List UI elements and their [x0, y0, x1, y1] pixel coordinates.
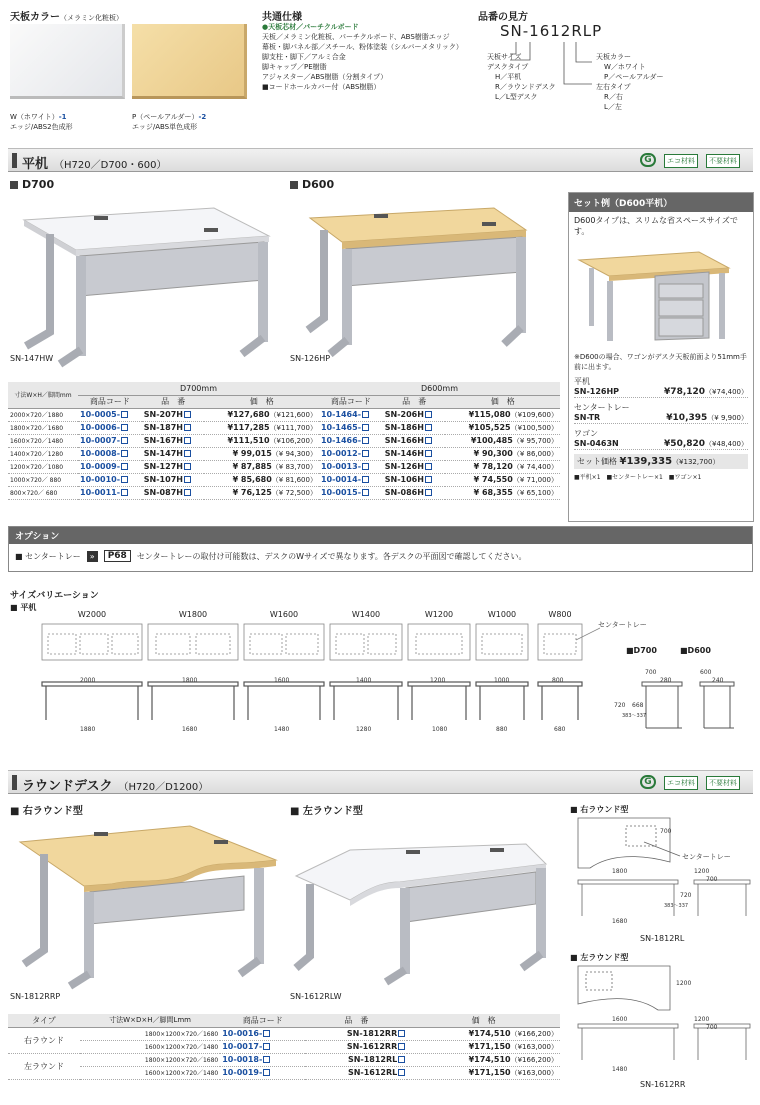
width-label: W1600 — [269, 610, 299, 619]
table-row: 右ラウンド 1800×1200×720／1680 10-0016- SN-1812RR ¥174,510（¥166,200） — [8, 1027, 560, 1040]
table-row: 1400×720／1280 10-0008- SN-147H ¥ 99,015（¥ 94,300） 10-0012- SN-146H ¥ 90,300（¥ 86,000） — [10, 448, 558, 458]
white-label: W（ホワイト）-1 — [10, 113, 67, 121]
table-row: 1600×1200×720／1480 10-0017- SN-1612RR ¥171,150（¥163,000） — [8, 1040, 560, 1053]
round-dim: 1480 — [612, 1066, 628, 1073]
spec-title: 共通仕様 — [262, 12, 302, 23]
set-foot: ■平机×1 ■センタートレー×1 ■ワゴン×1 — [574, 474, 702, 481]
option-title: オプション — [9, 527, 752, 544]
left-plan-title: ■ 左ラウンド型 — [570, 953, 629, 962]
tray-label: センタートレー — [598, 621, 647, 629]
side-dim: 700 — [645, 669, 657, 676]
model-d600: SN-126HP — [290, 354, 331, 363]
width-label: W1000 — [487, 610, 517, 619]
option-box — [8, 526, 753, 572]
top-dim: 800 — [552, 677, 564, 684]
leg-dim: 1080 — [432, 726, 448, 733]
spec-line: 脚支柱・脚下／アルミ合金 — [262, 53, 346, 61]
right-round-label: ■ 右ラウンド型 — [10, 806, 83, 817]
d600-label: D600 — [290, 178, 334, 191]
spec-line: 天板／メラミン化粧板、パーチクルボード、ABS樹脂エッジ — [262, 33, 450, 41]
part-right: 天板カラー W／ホワイト P／ペールアルダー 左右タイプ R／右 L／左 — [596, 53, 664, 111]
option-item: ■ センタートレー — [15, 551, 81, 561]
d700-label: D700 — [10, 178, 54, 191]
set-item-row: SN-126HP ¥78,120（¥74,400） — [574, 387, 748, 397]
white-swatch — [10, 24, 125, 99]
top-dim: 1600 — [274, 677, 290, 684]
flat-price-table: 寸法W×H／脚間mm D700mm D600mm 商品コード 品 番 価 格 商品コード 品 番 価 格 2000×720／1880 10-0005- SN-207H ¥127,680（¥121,600） 10-1464- SN-206H ¥115,080（¥109,600） 1800×720／1680 10-0006- SN-187H ¥117,285（¥111,700） 10-1465- SN-186H ¥105,525（¥100,500） 1600×720／1480 10-0007- SN-167H ¥111,510（¥106,200） 10-1466- SN-166H ¥100,485（¥ 95,700） 1400×720／1280 10-0008- SN-147H ¥ 99,015（¥ 94,300） 10-0012- SN-146H ¥ 90,300（¥ 86,000） 1200×720／1080 10-0009- SN-127H ¥ 87,885（¥ 83,700） 10-0013- SN-126H ¥ 78,120（¥ 74,400） 1000×720／ 880 10-0010- SN-107H ¥ 85,680（¥ 81,600） 10-0014- SN-106H ¥ 74,550（¥ 71,000） 800×720／ 680 10-0011- SN-087H ¥ 76,125（¥ 72,500） 10-0015- SN-086H ¥ 68,355（¥ 65,100） — [10, 383, 558, 497]
set-desc: D600タイプは、スリムな省スペースサイズです。 — [574, 216, 738, 236]
left-plan-diagram — [570, 960, 755, 1080]
side-dim: 383～337 — [622, 713, 647, 719]
model-left-round: SN-1612RLW — [290, 992, 342, 1001]
green-g-icon: G — [640, 775, 656, 789]
part-left: 天板サイズ デスクタイプ H／平机 R／ラウンドデスク L／L型デスク — [487, 53, 556, 101]
spec-line: 脚キャップ／PE樹脂 — [262, 63, 327, 71]
desk-d600-image — [294, 200, 554, 370]
side-d700: ■D700 — [626, 646, 657, 655]
option-desc: センタートレーの取付け可能数は、デスクのWサイズで異なります。各デスクの平面図で確認してください。 — [136, 551, 527, 561]
width-label: W1800 — [178, 610, 208, 619]
table-row: 1600×720／1480 10-0007- SN-167H ¥111,510（¥106,200） 10-1466- SN-166H ¥100,485（¥ 95,700） — [10, 435, 558, 445]
right-plan-title: ■ 右ラウンド型 — [570, 805, 629, 814]
set-item-row: SN-0463N ¥50,820（¥48,400） — [574, 439, 748, 449]
set-total: セット価格 ¥139,335（¥132,700） — [574, 454, 748, 469]
leg-dim: 880 — [496, 726, 508, 733]
spec-line: 幕板・脚パネル部／スチール、粉体塗装（シルバーメタリック） — [262, 43, 463, 51]
white-edge: エッジ/ABS2色成形 — [10, 123, 73, 131]
model-d700: SN-147HW — [10, 354, 54, 363]
side-dim: 240 — [712, 677, 724, 684]
nozai-badge: 不要材料 — [706, 154, 740, 168]
round-dim: 1600 — [612, 1016, 628, 1023]
side-dim: 600 — [700, 669, 712, 676]
eco-badge: エコ材料 — [664, 776, 698, 790]
width-label: W2000 — [77, 610, 107, 619]
table-row: 2000×720／1880 10-0005- SN-207H ¥127,680（¥121,600） 10-1464- SN-206H ¥115,080（¥109,600） — [10, 409, 558, 419]
round-dim: 1200 — [694, 868, 710, 875]
top-dim: 2000 — [80, 677, 96, 684]
left-round-label: ■ 左ラウンド型 — [290, 806, 363, 817]
side-dim: 720 — [614, 702, 626, 709]
set-note: ※D600の場合、ワゴンがデスク天板前面より51mm手前に出ます。 — [574, 353, 747, 371]
round-dim: 700 — [706, 876, 718, 883]
set-cat: センタートレー — [574, 403, 630, 412]
round-dim: 720 — [680, 892, 692, 899]
option-page-link[interactable]: P68 — [104, 550, 131, 562]
set-image — [569, 240, 755, 350]
round-dim: 1200 — [694, 1016, 710, 1023]
board-color-title: 天板カラー（メラミン化粧板） — [10, 12, 123, 23]
leg-dim: 1880 — [80, 726, 96, 733]
leg-dim: 1480 — [274, 726, 290, 733]
table-row: 1800×720／1680 10-0006- SN-187H ¥117,285（¥111,700） 10-1465- SN-186H ¥105,525（¥100,500） — [10, 422, 558, 432]
top-dim: 1200 — [430, 677, 446, 684]
size-sub: ■ 平机 — [10, 603, 37, 612]
set-cat: 平机 — [574, 377, 590, 386]
width-label: W800 — [548, 610, 572, 619]
nozai-badge: 不要材料 — [706, 776, 740, 790]
round-dim: 1680 — [612, 918, 628, 925]
round-desk-header: ラウンドデスク （H720／D1200） G エコ材料 不要材料 — [8, 770, 753, 794]
spec-list — [262, 22, 462, 92]
table-row: 左ラウンド 1800×1200×720／1680 10-0018- SN-1812RL ¥174,510（¥166,200） — [8, 1053, 560, 1066]
side-d600: ■D600 — [680, 646, 711, 655]
plan-right-model: SN-1812RL — [640, 934, 685, 943]
desk-d700-image — [14, 200, 274, 370]
top-dim: 1800 — [182, 677, 198, 684]
flat-desk-header: 平机 （H720／D700・600） G エコ材料 不要材料 — [8, 148, 753, 172]
page-arrow-icon: » — [87, 551, 98, 562]
set-cat: ワゴン — [574, 429, 598, 438]
set-example-box — [568, 192, 754, 522]
set-item-row: SN-TR ¥10,395（¥ 9,900） — [574, 413, 748, 423]
round-dim: 700 — [660, 828, 672, 835]
round-dim: 383～337 — [664, 903, 689, 909]
leg-dim: 1680 — [182, 726, 198, 733]
plan-left-model: SN-1612RR — [640, 1080, 686, 1089]
table-row: 800×720／ 680 10-0011- SN-087H ¥ 76,125（¥ 72,500） 10-0015- SN-086H ¥ 68,355（¥ 65,100） — [10, 487, 558, 497]
round-tray-label: センタートレー — [682, 853, 731, 861]
spec-line: ■コードホールカバー付（ABS樹脂） — [262, 83, 381, 91]
part-title: 品番の見方 — [478, 12, 528, 23]
part-code: SN-1612RLP — [500, 22, 603, 40]
spec-line: アジャスター／ABS樹脂（分割タイプ） — [262, 73, 388, 81]
round-price-table: タイプ 寸法W×D×H／脚間Lmm 商品コード 品 番 価 格 右ラウンド 1800×1200×720／1680 10-0016- SN-1812RR ¥174,510（¥166,200） 1600×1200×720／1480 10-0017- SN-1612RR ¥171,150（¥163,000） 左ラウンド 1800×1200×720／1680 10-0018- SN-1812RL ¥174,510（¥166,200） 1600×1200×720／1480 10-0019- SN-1612RL ¥171,150（¥163,000） — [8, 1014, 560, 1080]
table-row: 1000×720／ 880 10-0010- SN-107H ¥ 85,680（¥ 81,600） 10-0014- SN-106H ¥ 74,550（¥ 71,000） — [10, 474, 558, 484]
width-label: W1200 — [424, 610, 454, 619]
round-dim: 1800 — [612, 868, 628, 875]
round-dim: 1200 — [676, 980, 692, 987]
width-label: W1400 — [351, 610, 381, 619]
model-right-round: SN-1812RRP — [10, 992, 61, 1001]
table-row: 1200×720／1080 10-0009- SN-127H ¥ 87,885（¥ 83,700） 10-0013- SN-126H ¥ 78,120（¥ 74,400） — [10, 461, 558, 471]
top-dim: 1400 — [356, 677, 372, 684]
table-row: 1600×1200×720／1480 10-0019- SN-1612RL ¥171,150（¥163,000） — [8, 1066, 560, 1079]
spec-line: ●天板芯材／パーチクルボード — [262, 23, 359, 31]
top-dim: 1000 — [494, 677, 510, 684]
leg-dim: 680 — [554, 726, 566, 733]
pale-label: P（ペールアルダー）-2 — [132, 113, 207, 121]
round-dim: 700 — [706, 1024, 718, 1031]
side-dim: 668 — [632, 702, 644, 709]
size-title: サイズバリエーション — [10, 591, 99, 601]
pale-swatch — [132, 24, 247, 99]
leg-dim: 1280 — [356, 726, 372, 733]
set-title: セット例（D600平机） — [569, 193, 753, 212]
side-dim: 280 — [660, 677, 672, 684]
left-round-desk-image — [290, 830, 560, 990]
pale-edge: エッジ/ABS単色成形 — [132, 123, 198, 131]
right-round-desk-image — [14, 820, 284, 990]
green-g-icon: G — [640, 153, 656, 167]
eco-badge: エコ材料 — [664, 154, 698, 168]
